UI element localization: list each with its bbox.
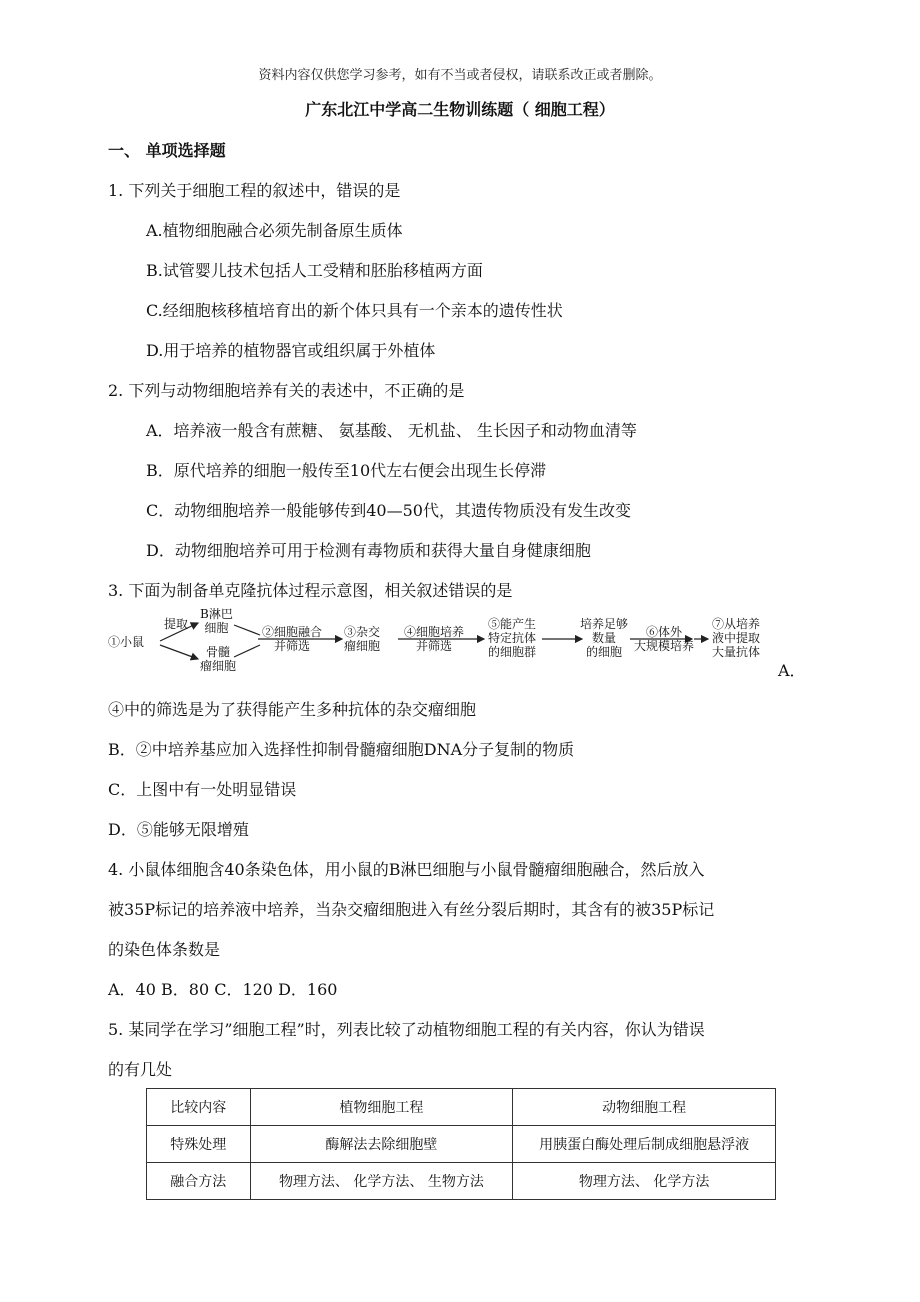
table-cell: 酶解法去除细胞壁 (250, 1126, 513, 1163)
table-header-cell: 比较内容 (147, 1089, 251, 1126)
page-title: 广东北江中学高二生物训练题（ 细胞工程） (305, 100, 615, 119)
arrow-mouse-to-myeloma (160, 645, 198, 659)
monoclonal-antibody-flow-diagram (108, 607, 772, 677)
question-5-line-2: 的有几处 (108, 1060, 173, 1079)
arrow-cells-to-fusion-2 (234, 645, 260, 657)
table-cell: 用胰蛋白酶处理后制成细胞悬浮液 (513, 1126, 776, 1163)
table-header-cell: 植物细胞工程 (250, 1089, 513, 1126)
table-row (147, 1163, 776, 1200)
question-3-option-a-label: A． (778, 661, 806, 680)
flow-step-3: ③杂交 瘤细胞 (344, 625, 381, 653)
table-header-row (147, 1089, 776, 1126)
question-2-option-d: D．动物细胞培养可用于检测有毒物质和获得大量自身健康细胞 (146, 541, 591, 560)
flow-culture: 培养足够 数量 的细胞 (580, 617, 629, 659)
flow-b-cell: B淋巴 细胞 (200, 607, 233, 635)
question-4-options: A．40 B．80 C．120 D．160 (108, 980, 338, 999)
flow-myeloma: 骨髓 瘤细胞 (200, 645, 237, 673)
table-cell: 物理方法、 化学方法、 生物方法 (250, 1163, 513, 1200)
question-4-line-3: 的染色体条数是 (108, 940, 221, 959)
question-2-option-b: B．原代培养的细胞一般传至10代左右便会出现生长停滞 (146, 461, 547, 480)
table-row (147, 1126, 776, 1163)
question-2-option-c: C．动物细胞培养一般能够传到40—50代，其遗传物质没有发生改变 (146, 501, 631, 520)
flow-extract: 提取 (164, 617, 189, 631)
flow-step-6: ⑥体外 大规模培养 (634, 625, 695, 653)
arrow-cells-to-fusion (234, 625, 260, 635)
question-4-line-2: 被35P标记的培养液中培养，当杂交瘤细胞进入有丝分裂后期时，其含有的被35P标记 (108, 900, 715, 919)
flow-step-5: ⑤能产生 特定抗体 的细胞群 (488, 617, 537, 659)
comparison-table (146, 1088, 776, 1200)
table-cell: 特殊处理 (147, 1126, 251, 1163)
copyright-notice: 资料内容仅供您学习参考，如有不当或者侵权，请联系改正或者删除。 (258, 68, 662, 83)
question-3-option-a: ④中的筛选是为了获得能产生多种抗体的杂交瘤细胞 (108, 700, 477, 719)
question-1-option-d: D.用于培养的植物器官或组织属于外植体 (146, 341, 436, 360)
question-4-line-1: 4. 小鼠体细胞含40条染色体，用小鼠的B淋巴细胞与小鼠骨髓瘤细胞融合，然后放入 (108, 860, 705, 879)
flow-step-7: ⑦从培养 液中提取 大量抗体 (712, 617, 761, 659)
flow-step-4: ④细胞培养 并筛选 (404, 625, 465, 653)
question-2-stem: 2. 下列与动物细胞培养有关的表述中，不正确的是 (108, 381, 465, 400)
flow-mouse: ①小鼠 (108, 635, 145, 649)
question-3-option-c: C．上图中有一处明显错误 (108, 780, 297, 799)
table-cell: 融合方法 (147, 1163, 251, 1200)
question-1-option-c: C.经细胞核移植培育出的新个体只具有一个亲本的遗传性状 (146, 301, 563, 320)
question-3-option-d: D．⑤能够无限增殖 (108, 820, 249, 839)
question-1-option-a: A.植物细胞融合必须先制备原生质体 (146, 221, 403, 240)
question-5-line-1: 5. 某同学在学习”细胞工程”时，列表比较了动植物细胞工程的有关内容，你认为错误 (108, 1020, 705, 1039)
section-heading: 一、 单项选择题 (108, 141, 226, 160)
question-3-option-b: B．②中培养基应加入选择性抑制骨髓瘤细胞DNA分子复制的物质 (108, 740, 575, 759)
question-1-stem: 1. 下列关于细胞工程的叙述中，错误的是 (108, 181, 401, 200)
question-1-option-b: B.试管婴儿技术包括人工受精和胚胎移植两方面 (146, 261, 483, 280)
table-cell: 物理方法、 化学方法 (513, 1163, 776, 1200)
flow-step-2: ②细胞融合 并筛选 (262, 625, 323, 653)
question-3-stem: 3. 下面为制备单克隆抗体过程示意图，相关叙述错误的是 (108, 581, 513, 600)
table-header-cell: 动物细胞工程 (513, 1089, 776, 1126)
question-2-option-a: A．培养液一般含有蔗糖、 氨基酸、 无机盐、 生长因子和动物血清等 (146, 421, 637, 440)
